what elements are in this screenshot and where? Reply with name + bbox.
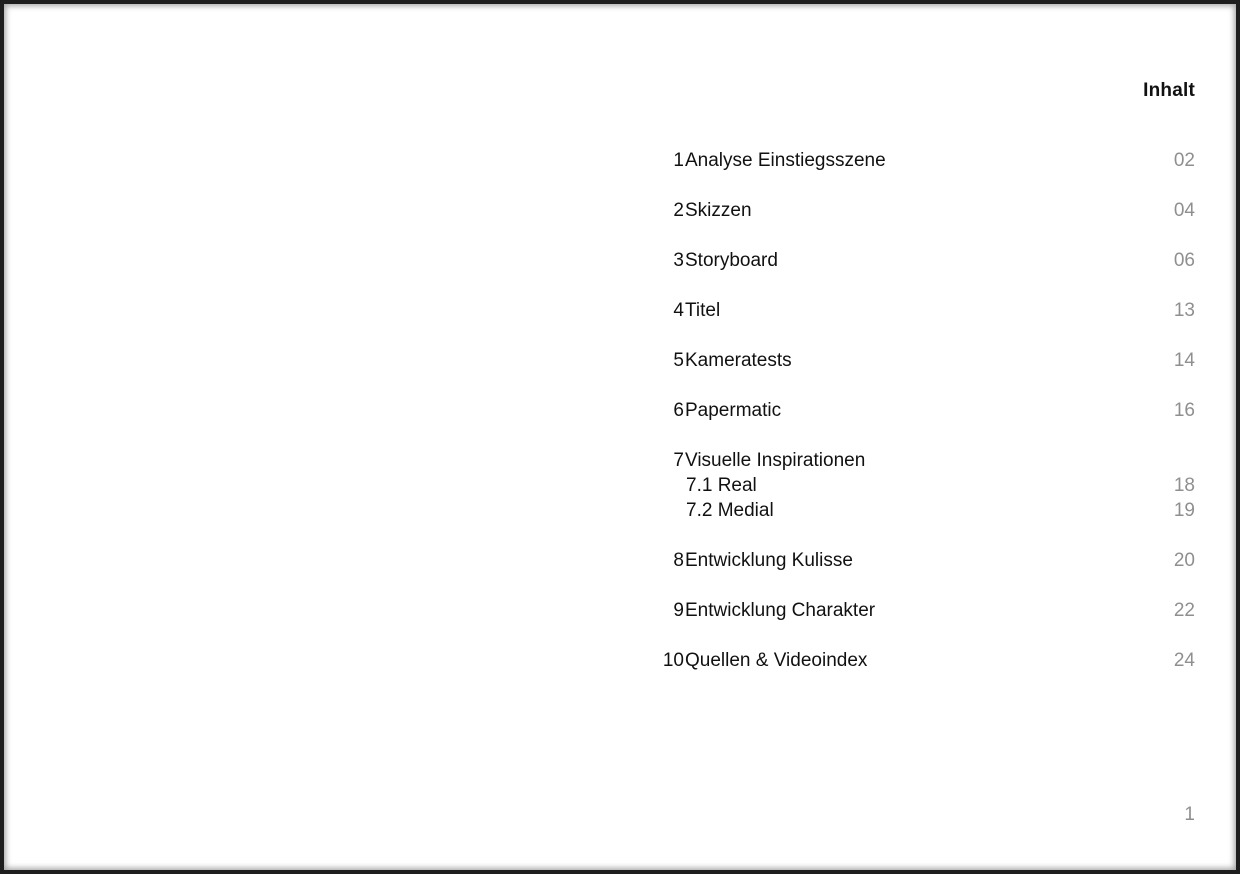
toc-entry-page: 02 <box>1173 150 1195 171</box>
toc-subentry-title: 7.1 Real <box>686 475 757 496</box>
toc-entry-number: 9 <box>673 600 684 621</box>
toc-entry-number: 3 <box>673 250 684 271</box>
toc-entry[interactable] <box>650 398 1195 423</box>
toc-entry-page: 13 <box>1173 300 1195 321</box>
toc-subentry-page: 19 <box>1173 500 1195 521</box>
toc-entry-number: 4 <box>673 300 684 321</box>
toc-entry-title: Visuelle Inspirationen <box>685 450 866 471</box>
toc-subentry[interactable] <box>650 473 1195 498</box>
page-number: 1 <box>1184 804 1195 825</box>
toc-entry-number: 5 <box>673 350 684 371</box>
toc-entry-number: 2 <box>673 200 684 221</box>
toc-subentry-page: 18 <box>1173 475 1195 496</box>
toc-subentry[interactable] <box>650 498 1195 523</box>
toc-entry-number: 8 <box>673 550 684 571</box>
toc-spacer <box>650 323 1195 348</box>
toc-entry-title: Kameratests <box>685 350 792 371</box>
toc-spacer <box>650 573 1195 598</box>
toc-entry[interactable] <box>650 598 1195 623</box>
toc-entry-title: Entwicklung Kulisse <box>685 550 853 571</box>
toc-entry-page: 14 <box>1173 350 1195 371</box>
toc-entry-page: 04 <box>1173 200 1195 221</box>
toc-entry-page: 22 <box>1173 600 1195 621</box>
toc-spacer <box>650 173 1195 198</box>
toc-entry[interactable] <box>650 198 1195 223</box>
toc-spacer <box>650 223 1195 248</box>
toc-entry[interactable] <box>650 448 1195 473</box>
toc-spacer <box>650 373 1195 398</box>
toc-subentry-title: 7.2 Medial <box>686 500 774 521</box>
toc-spacer <box>650 273 1195 298</box>
toc-entry-page: 20 <box>1173 550 1195 571</box>
toc-entry[interactable] <box>650 648 1195 673</box>
toc-entry[interactable] <box>650 348 1195 373</box>
toc-entry[interactable] <box>650 148 1195 173</box>
toc-entry[interactable] <box>650 298 1195 323</box>
toc-entry[interactable] <box>650 248 1195 273</box>
toc-spacer <box>650 623 1195 648</box>
toc-entry-title: Analyse Einstiegsszene <box>685 150 886 171</box>
toc-entry-page: 24 <box>1173 650 1195 671</box>
document-page <box>4 4 1236 870</box>
table-of-contents <box>650 148 1195 673</box>
toc-entry-title: Skizzen <box>685 200 752 221</box>
toc-entry-title: Storyboard <box>685 250 778 271</box>
toc-spacer <box>650 523 1195 548</box>
toc-heading: Inhalt <box>1143 80 1195 101</box>
toc-entry-page: 06 <box>1173 250 1195 271</box>
toc-entry-page: 16 <box>1173 400 1195 421</box>
toc-entry[interactable] <box>650 548 1195 573</box>
toc-entry-number: 10 <box>662 650 684 671</box>
toc-entry-number: 1 <box>673 150 684 171</box>
toc-spacer <box>650 423 1195 448</box>
toc-entry-number: 7 <box>673 450 684 471</box>
toc-entry-title: Titel <box>685 300 721 321</box>
toc-entry-title: Quellen & Videoindex <box>685 650 868 671</box>
toc-entry-number: 6 <box>673 400 684 421</box>
toc-entry-title: Entwicklung Charakter <box>685 600 876 621</box>
toc-entry-title: Papermatic <box>685 400 782 421</box>
